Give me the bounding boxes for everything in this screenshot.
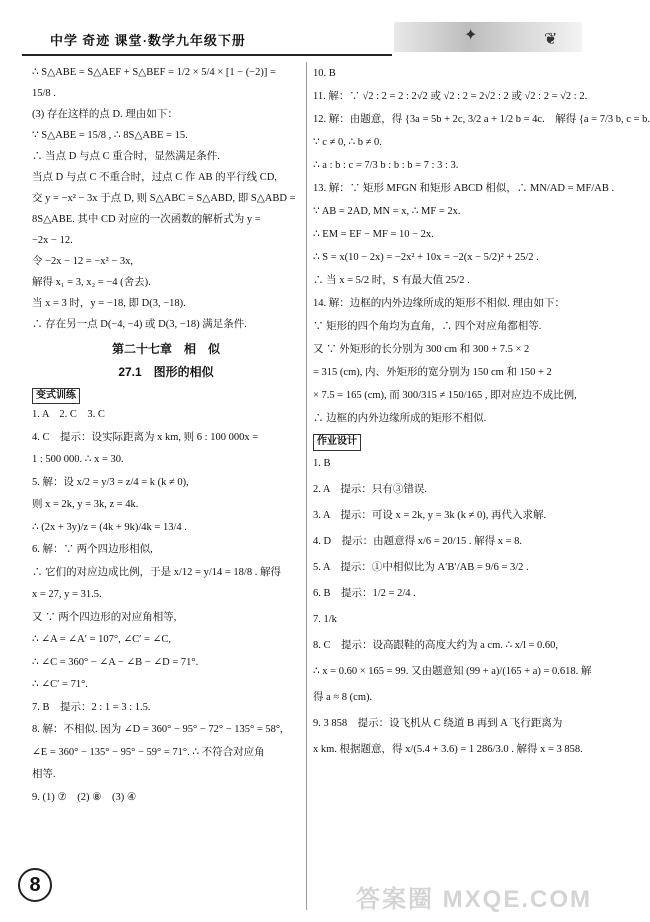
- text-line: 相等.: [32, 769, 56, 781]
- text-line: ∴ S = x(10 − 2x) = −2x² + 10x = −2(x − 5/2)² + 25/2 .: [313, 252, 539, 263]
- text-line: ∴ S△ABE = S△AEF + S△BEF = 1/2 × 5/4 × [1 − (−2)] =: [32, 67, 276, 78]
- text-line: × 7.5 = 165 (cm), 而 300/315 ≠ 150/165 , 即对应边不成比例,: [313, 390, 577, 401]
- text-line: 解得 x₁ = 3, x₂ = −4 (舍去).: [32, 277, 151, 288]
- text-line: ∵ S△ABE = 15/8 , ∴ 8S△ABE = 15.: [32, 130, 188, 141]
- text-line: 4. D 提示：由题意得 x/6 = 20/15 . 解得 x = 8.: [313, 535, 523, 547]
- text-line: ∴ ∠C′ = 71°.: [32, 679, 88, 691]
- column-divider: [306, 62, 307, 910]
- text-line: x = 27, y = 31.5.: [32, 589, 102, 601]
- text-line: 5. 解：设 x/2 = y/3 = z/4 = k (k ≠ 0),: [32, 476, 189, 488]
- left-solution-block: [32, 62, 300, 335]
- left-answers-block: [32, 404, 300, 809]
- header-rule: [22, 54, 392, 56]
- text-line: ∵ 矩形的四个角均为直角，∴ 四个对应角都相等.: [313, 321, 542, 332]
- butterfly-icon: ✦: [464, 27, 478, 44]
- text-line: ∴ ∠A = ∠A′ = 107°, ∠C′ = ∠C,: [32, 634, 172, 646]
- text-line: ∵ AB = 2AD, MN = x, ∴ MF = 2x.: [313, 206, 461, 217]
- text-line: 6. B 提示：1/2 = 2/4 .: [313, 587, 416, 599]
- text-line: 8. C 提示：设高跟鞋的高度大约为 a cm. ∴ x/l = 0.60,: [313, 639, 559, 651]
- right-solution-block: [313, 62, 650, 430]
- text-line: 1 : 500 000. ∴ x = 30.: [32, 454, 124, 466]
- text-line: ∴ x = 0.60 × 165 = 99. 又由题意知 (99 + a)/(165 + a) = 0.618. 解: [313, 665, 592, 677]
- watermark: 答案圈 MXQE.COM: [355, 886, 592, 914]
- text-line: ∴ a : b : c = 7/3 b : b : b = 7 : 3 : 3.: [313, 160, 459, 171]
- page-header: [22, 18, 582, 52]
- text-line: 11. 解：∵ √2 : 2 = 2 : 2√2 或 √2 : 2 = 2√2 : 2 或 √2 : 2 = √2 : 2.: [313, 91, 588, 102]
- text-line: 7. 1/k: [313, 613, 337, 625]
- text-line: 得 a ≈ 8 (cm).: [313, 691, 373, 703]
- text-line: 令 −2x − 12 = −x² − 3x,: [32, 256, 134, 267]
- text-line: 当点 D 与点 C 不重合时，过点 C 作 AB 的平行线 CD,: [32, 172, 278, 183]
- text-line: ∴ 边框的内外边缘所成的矩形不相似.: [313, 413, 487, 424]
- text-line: ∴ EM = EF − MF = 10 − 2x.: [313, 229, 434, 240]
- text-line: 又 ∵ 外矩形的长分别为 300 cm 和 300 + 7.5 × 2: [313, 344, 530, 355]
- chapter-title: 第二十七章 相 似: [111, 342, 220, 356]
- text-line: 12. 解：由题意，得 {3a = 5b + 2c, 3/2 a + 1/2 b = 4c. 解得 {a = 7/3 b, c = b.: [313, 114, 650, 125]
- text-line: = 315 (cm), 内、外矩形的宽分别为 150 cm 和 150 + 2: [313, 367, 552, 378]
- header-title: 中学 奇迹 课堂·数学九年级下册: [50, 33, 246, 48]
- butterfly-icon: ❦: [544, 31, 558, 48]
- practice-tag: 变式训练: [32, 388, 80, 405]
- text-line: 13. 解：∵ 矩形 MFGN 和矩形 ABCD 相似，∴ MN/AD = MF/AB .: [313, 183, 615, 194]
- text-line: ∴ 当 x = 5/2 时，S 有最大值 25/2 .: [313, 275, 470, 286]
- text-line: 5. A 提示：①中相似比为 A′B′/AB = 9/6 = 3/2 .: [313, 561, 529, 573]
- text-line: ∴ 当点 D 与点 C 重合时，显然满足条件.: [32, 151, 220, 162]
- text-line: ∵ c ≠ 0, ∴ b ≠ 0.: [313, 137, 382, 148]
- left-column: [32, 62, 300, 809]
- text-line: ∠E = 360° − 135° − 95° − 59° = 71°. ∴ 不符合对应角: [32, 746, 265, 758]
- text-line: 则 x = 2k, y = 3k, z = 4k.: [32, 499, 139, 511]
- text-line: 交 y = −x² − 3x 于点 D, 则 S△ABC = S△ABD, 即 S△ABD =: [32, 193, 296, 204]
- text-line: 3. A 提示：可设 x = 2k, y = 3k (k ≠ 0), 再代入求解.: [313, 509, 547, 521]
- text-line: ∴ 存在另一点 D(−4, −4) 或 D(3, −18) 满足条件.: [32, 319, 247, 330]
- right-answers-block: [313, 451, 592, 763]
- text-line: 当 x = 3 时，y = −18, 即 D(3, −18).: [32, 298, 186, 309]
- text-line: 6. 解：∵ 两个四边形相似,: [32, 544, 153, 556]
- text-line: 2. A 提示：只有③错误.: [313, 483, 428, 495]
- text-line: 4. C 提示：设实际距离为 x km, 则 6 : 100 000x =: [32, 431, 259, 443]
- text-line: 9. (1) ⑦ (2) ⑧ (3) ④: [32, 791, 137, 803]
- text-line: 9. 3 858 提示：设飞机从 C 绕道 B 再到 A 飞行距离为: [313, 717, 563, 729]
- homework-tag: 作业设计: [313, 434, 361, 451]
- text-line: ∴ 它们的对应边成比例，于是 x/12 = y/14 = 18/8 . 解得: [32, 566, 281, 578]
- text-line: 又 ∵ 两个四边形的对应角相等,: [32, 611, 177, 623]
- text-line: ∴ ∠C = 360° − ∠A − ∠B − ∠D = 71°.: [32, 656, 199, 668]
- text-line: 14. 解：边框的内外边缘所成的矩形不相似. 理由如下：: [313, 298, 565, 309]
- text-line: 10. B: [313, 68, 336, 79]
- text-line: 1. A 2. C 3. C: [32, 409, 105, 421]
- text-line: 1. B: [313, 457, 331, 469]
- text-line: x km. 根据题意，得 x/(5.4 + 3.6) = 1 286/3.0 . 解得 x = 3 858.: [313, 743, 583, 755]
- text-line: ∴ (2x + 3y)/z = (4k + 9k)/4k = 13/4 .: [32, 521, 187, 533]
- text-line: −2x − 12.: [32, 235, 73, 246]
- section-title: 27.1 图形的相似: [118, 365, 214, 380]
- text-line: 15/8 .: [32, 88, 56, 99]
- text-line: 8S△ABE. 其中 CD 对应的一次函数的解析式为 y =: [32, 214, 261, 225]
- page-number: 8: [18, 868, 52, 902]
- text-line: (3) 存在这样的点 D. 理由如下：: [32, 109, 178, 120]
- text-line: 7. B 提示：2 : 1 = 3 : 1.5.: [32, 701, 151, 713]
- header-butterfly-banner: [394, 22, 582, 52]
- right-column: [313, 62, 650, 763]
- text-line: 8. 解：不相似. 因为 ∠D = 360° − 95° − 72° − 135° = 58°,: [32, 724, 283, 736]
